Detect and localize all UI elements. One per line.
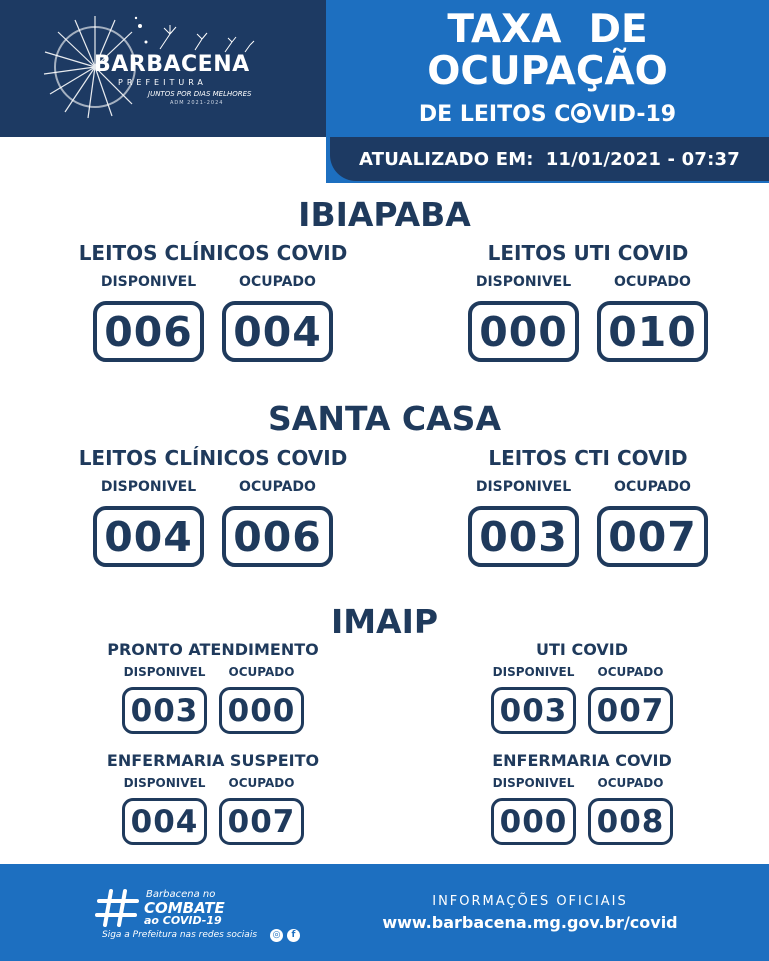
occupied-count: 010 xyxy=(597,301,708,362)
available-count: 004 xyxy=(93,506,204,567)
occupied-label: OCUPADO xyxy=(614,479,691,495)
updated-label: ATUALIZADO EM: xyxy=(359,148,534,170)
occupied-count: 006 xyxy=(222,506,333,567)
occupied-count: 008 xyxy=(588,798,673,845)
title-line3-pre: DE LEITOS C xyxy=(418,102,571,127)
occupied-count: 004 xyxy=(222,301,333,362)
facebook-icon[interactable]: f xyxy=(287,929,300,942)
available-label: DISPONIVEL xyxy=(123,665,206,679)
group-title: LEITOS CLÍNICOS COVID xyxy=(78,446,348,470)
section-title-ibiapaba: IBIAPABA xyxy=(298,195,471,234)
group-title: ENFERMARIA COVID xyxy=(492,751,672,770)
group-imaip-enfermaria-suspeito xyxy=(63,753,363,845)
occupied-label: OCUPADO xyxy=(597,665,664,679)
available-label: DISPONIVEL xyxy=(100,274,197,290)
group-santa-casa-clinicos xyxy=(63,448,363,567)
available-count: 003 xyxy=(468,506,579,567)
group-title: LEITOS CTI COVID xyxy=(488,446,688,470)
title-line3 xyxy=(326,103,769,126)
footer-social-text: Siga a Prefeitura nas redes sociais xyxy=(102,930,258,940)
group-title: PRONTO ATENDIMENTO xyxy=(107,640,319,659)
available-count: 006 xyxy=(93,301,204,362)
occupied-label: OCUPADO xyxy=(228,776,295,790)
available-label: DISPONIVEL xyxy=(492,665,575,679)
occupied-count: 007 xyxy=(597,506,708,567)
logo-adm: ADM 2021-2024 xyxy=(170,100,224,106)
available-label: DISPONIVEL xyxy=(475,479,572,495)
group-title: ENFERMARIA SUSPEITO xyxy=(106,751,320,770)
title-line3-post: VID-19 xyxy=(592,102,677,127)
logo-name: BARBACENA xyxy=(94,52,250,77)
available-label: DISPONIVEL xyxy=(100,479,197,495)
dandelion-seeds-icon xyxy=(150,14,260,54)
group-imaip-uti xyxy=(432,642,732,734)
available-count: 003 xyxy=(122,687,207,734)
group-title: UTI COVID xyxy=(536,640,628,659)
group-imaip-enfermaria-covid xyxy=(432,753,732,845)
available-count: 000 xyxy=(468,301,579,362)
group-ibiapaba-clinicos xyxy=(63,243,363,362)
occupied-label: OCUPADO xyxy=(614,274,691,290)
group-santa-casa-cti xyxy=(438,448,738,567)
group-ibiapaba-uti xyxy=(438,243,738,362)
occupied-label: OCUPADO xyxy=(228,665,295,679)
occupied-label: OCUPADO xyxy=(239,479,316,495)
hashtag-icon xyxy=(95,888,141,928)
footer-url-link[interactable]: www.barbacena.mg.gov.br/covid xyxy=(382,913,678,932)
occupied-label: OCUPADO xyxy=(239,274,316,290)
title-line1: TAXA DE xyxy=(447,7,648,52)
occupied-count: 007 xyxy=(219,798,304,845)
group-title: LEITOS CLÍNICOS COVID xyxy=(78,241,348,265)
logo-sub: PREFEITURA xyxy=(118,78,207,87)
occupied-label: OCUPADO xyxy=(597,776,664,790)
footer-brand-line2: COMBATE xyxy=(144,899,225,917)
instagram-icon[interactable]: ◎ xyxy=(270,929,283,942)
available-label: DISPONIVEL xyxy=(123,776,206,790)
footer-brand-line3: ao COVID-19 xyxy=(144,914,222,927)
section-title-imaip: IMAIP xyxy=(330,602,439,641)
section-title-santa-casa: SANTA CASA xyxy=(268,399,501,438)
footer-brand-line1: Barbacena no xyxy=(146,889,216,900)
group-title: LEITOS UTI COVID xyxy=(487,241,689,265)
occupied-count: 000 xyxy=(219,687,304,734)
updated-banner xyxy=(330,137,769,181)
updated-value: 11/01/2021 - 07:37 xyxy=(545,148,740,170)
available-count: 000 xyxy=(491,798,576,845)
available-count: 004 xyxy=(122,798,207,845)
title-line2: OCUPAÇÃO xyxy=(427,49,668,94)
available-label: DISPONIVEL xyxy=(492,776,575,790)
occupied-count: 007 xyxy=(588,687,673,734)
logo-slogan: JUNTOS POR DIAS MELHORES xyxy=(148,90,252,98)
available-count: 003 xyxy=(491,687,576,734)
footer-info-label: INFORMAÇÕES OFICIAIS xyxy=(432,894,628,909)
group-imaip-pronto-atendimento xyxy=(63,642,363,734)
virus-icon xyxy=(571,103,591,123)
available-label: DISPONIVEL xyxy=(475,274,572,290)
